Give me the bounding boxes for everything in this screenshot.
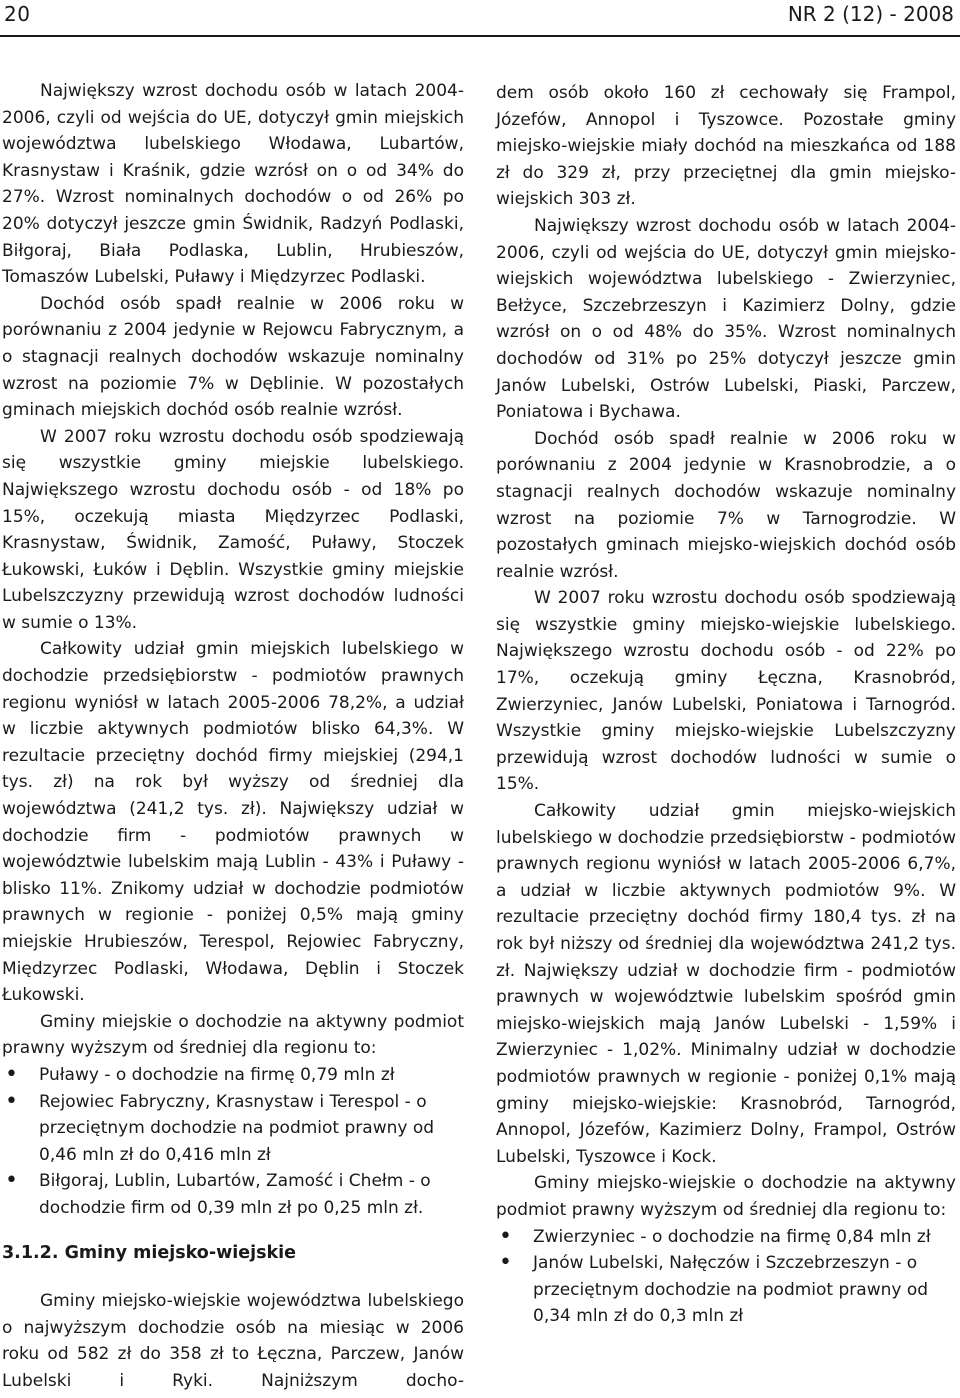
bullet-list — [2, 1062, 464, 1222]
paragraph: Dochód osób spadł realnie w 2006 roku w porównaniu z 2004 jedynie w Krasnobrodzie, a o stagnacji realnych dochodów wskazuje nominalny wzrost na poziomie 7% w Tarnogrodzie. W pozostałych gminach miejsko-wiejskich dochód osób realnie wzrósł. — [496, 428, 956, 582]
paragraph: Największy wzrost dochodu osób w latach 2004-2006, czyli od wejścia do UE, dotyczył gmin miejsko-wiejskich województwa lubelskiego - Zwierzyniec, Bełżyce, Szczebrzeszyn i Kazimierz Dolny, gdzie wzrósł on o od 48% do 35%. Wzrost nominalnych dochodów od 31% po 25% dotyczył jeszcze gmin Janów Lubelski, Ostrów Lubelski, Piaski, Parczew, Poniatowa i Bychawa. — [496, 215, 956, 423]
list-item: • Puławy - o dochodzie na firmę 0,79 mln zł — [2, 1062, 464, 1089]
paragraph: Całkowity udział gmin miejsko-wiejskich lubelskiego w dochodzie przedsiębiorstw - podmiotów prawnych regionu wyniósł w latach 2005-2006 6,7%, a udział w liczbie aktywnych podmiotów 9%. W rezultacie przeciętny dochód firmy 180,4 tys. zł na rok był niższy od średniej dla województwa 241,2 tys. zł. Największy udział w dochodzie firm - podmiotów prawnych w województwie lubelskim spośród gmin miejsko-wiejskich mają Janów Lubelski - 1,59% i Zwierzyniec - 1,02%. Minimalny udział w dochodzie podmiotów prawnych w regionie - poniżej 0,1% mają gminy miejsko-wiejskie: Krasnobród, Tarnogród, Annopol, Józefów, Kazimierz Dolny, Frampol, Ostrów Lubelski, Tyszowce i Kock. — [496, 801, 956, 1167]
paragraph: Dochód osób spadł realnie w 2006 roku w porównaniu z 2004 jedynie w Rejowcu Fabrycznym, a o stagnacji realnych dochodów wskazuje nominalny wzrost na poziomie 7% w Dęblinie. W pozostałych gminach miejskich dochód osób realnie wzrósł. — [2, 293, 464, 421]
paragraph: Gminy miejsko-wiejskie województwa lubelskiego o najwyższym dochodzie osób na miesiąc w 2006 roku od 582 zł do 358 zł to Łęczna, Parczew, Janów Lubelski i Ryki. Najniższym docho- — [2, 1291, 464, 1391]
list-item: • Zwierzyniec - o dochodzie na firmę 0,84 mln zł — [496, 1224, 956, 1251]
bullet-list — [496, 1224, 956, 1330]
section-heading: 3.1.2. Gminy miejsko-wiejskie — [2, 1242, 297, 1263]
paragraph: W 2007 roku wzrostu dochodu osób spodziewają się wszystkie gminy miejskie lubelskiego. Największego wzrostu dochodu osób - od 18% po 15%, oczekują miasta Międzyrzec Podlaski, Krasnystaw, Świdnik, Zamość, Puławy, Stoczek Łukowski, Łuków i Dęblin. Wszystkie gminy miejskie Lubelszczyzny przewidują wzrost dochodów ludności w sumie o 13%. — [2, 426, 464, 633]
paragraph: Całkowity udział gmin miejskich lubelskiego w dochodzie przedsiębiorstw - podmiotów prawnych regionu wyniósł w latach 2005-2006 78,2%, a udział w liczbie aktywnych podmiotów blisko 64,3%. W rezultacie przeciętny dochód firmy miejskiej (294,1 tys. zł) na rok był wyższy od średniej dla województwa (241,2 tys. zł). Największy udział w dochodzie firm - podmiotów prawnych w województwie lubelskim mają Lublin - 43% i Puławy - blisko 11%. Znikomy udział w dochodzie podmiotów prawnych w regionie - poniżej 0,5% mają gminy miejskie Hrubieszów, Terespol, Rejowiec Fabryczny, Międzyrzec Podlaski, Włodawa, Dęblin i Stoczek Łukowski. — [2, 639, 464, 1006]
issue-label: NR 2 (12) - 2008 — [787, 2, 954, 26]
paragraph: Gminy miejsko-wiejskie o dochodzie na aktywny podmiot prawny wyższym od średniej dla regionu to: — [496, 1173, 956, 1220]
right-column — [496, 80, 956, 1330]
page-number: 20 — [4, 2, 31, 26]
paragraph: Gminy miejskie o dochodzie na aktywny podmiot prawny wyższym od średniej dla regionu to: — [2, 1011, 464, 1059]
list-item: • Janów Lubelski, Nałęczów i Szczebrzeszyn - o przeciętnym dochodzie na podmiot prawny od 0,34 mln zł do 0,3 mln zł — [496, 1250, 956, 1330]
paragraph: dem osób około 160 zł cechowały się Frampol, Józefów, Annopol i Tyszowce. Pozostałe gminy miejsko-wiejskie miały dochód na mieszkańca od 188 zł do 329 zł, przy przeciętnej dla gmin miejsko-wiejskich 303 zł. — [496, 83, 956, 210]
page-header — [0, 0, 960, 36]
list-item: • Rejowiec Fabryczny, Krasnystaw i Terespol - o przeciętnym dochodzie na podmiot prawny od 0,46 mln zł do 0,416 mln zł — [2, 1089, 464, 1169]
left-column — [2, 78, 464, 1395]
list-item: • Biłgoraj, Lublin, Lubartów, Zamość i Chełm - o dochodzie firm od 0,39 mln zł po 0,25 mln zł. — [2, 1168, 464, 1221]
paragraph: Największy wzrost dochodu osób w latach 2004-2006, czyli od wejścia do UE, dotyczył gmin miejskich województwa lubelskiego Włodawa, Lubartów, Krasnystaw i Kraśnik, gdzie wzrósł on o od 34% do 27%. Wzrost nominalnych dochodów o od 26% po 20% dotyczył jeszcze gmin Świdnik, Radzyń Podlaski, Biłgoraj, Biała Podlaska, Lublin, Hrubieszów, Tomaszów Lubelski, Puławy i Międzyrzec Podlaski. — [2, 81, 464, 288]
header-rule — [0, 35, 960, 37]
paragraph: W 2007 roku wzrostu dochodu osób spodziewają się wszystkie gminy miejsko-wiejskie lubelskiego. Największego wzrostu dochodu osób - od 22% po 17%, oczekują gminy Łęczna, Krasnobród, Zwierzyniec, Janów Lubelski, Poniatowa i Tarnogród. Wszystkie gminy miejsko-wiejskie Lubelszczyzny przewidują wzrost dochodów ludności w sumie o 15%. — [496, 588, 956, 795]
